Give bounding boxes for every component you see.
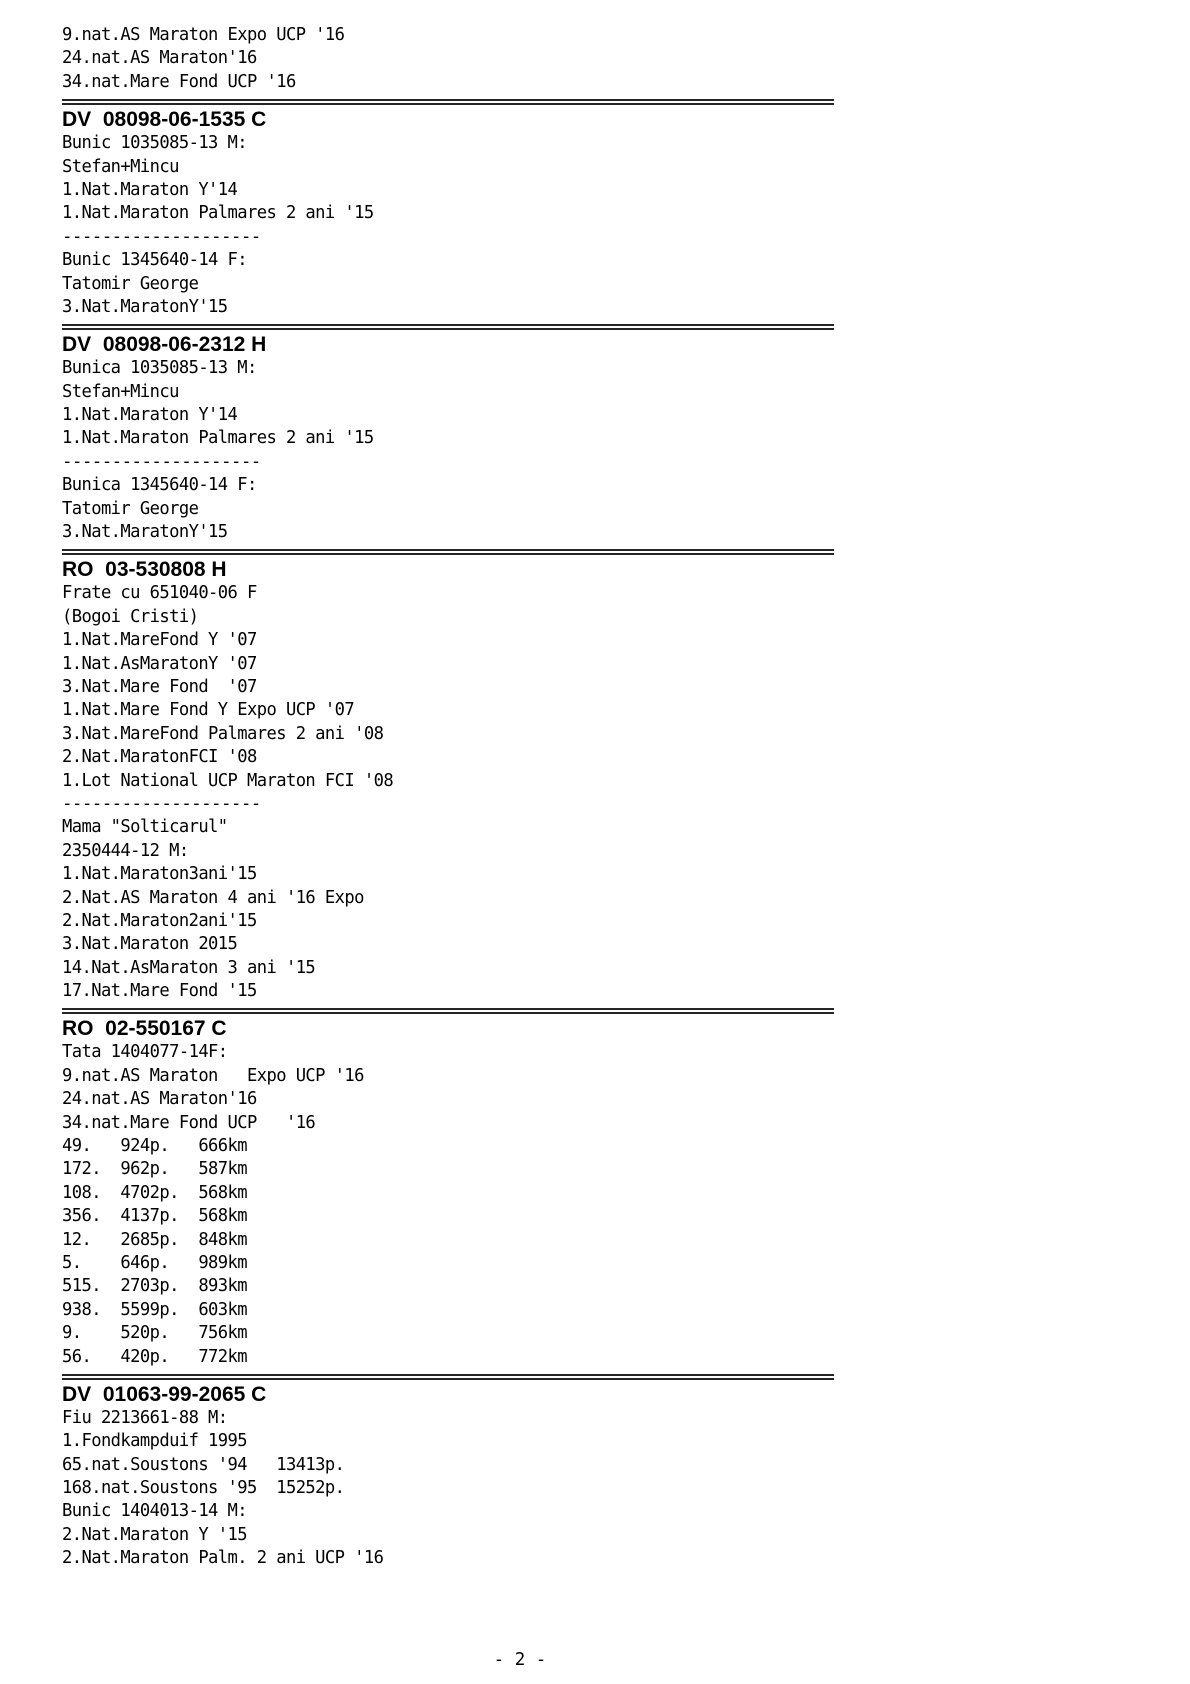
text-line: Bunica 1035085-13 M: — [62, 358, 257, 379]
text-line: Tatomir George — [62, 498, 199, 519]
section-separator — [62, 1369, 962, 1383]
section-separator — [62, 544, 962, 558]
text-line: Tatomir George — [62, 273, 199, 294]
section-separator — [62, 94, 962, 108]
text-line: 3.Nat.Maraton 2015 — [62, 934, 238, 955]
text-line: 5. 646p. 989km — [62, 1252, 248, 1273]
sections-container — [62, 94, 962, 1570]
text-line: 1.Nat.AsMaratonY '07 — [62, 653, 257, 674]
pedigree-section — [62, 108, 962, 319]
text-line: 1.Lot National UCP Maraton FCI '08 — [62, 770, 394, 791]
text-line: 938. 5599p. 603km — [62, 1299, 248, 1320]
text-line: 14.Nat.AsMaraton 3 ani '15 — [62, 957, 316, 978]
section-title: RO 03-530808 H — [62, 558, 227, 582]
section-separator — [62, 319, 962, 333]
text-line: 1.Nat.Maraton Y'14 — [62, 179, 238, 200]
text-line: 168.nat.Soustons '95 15252p. — [62, 1478, 345, 1499]
section-title: DV 08098-06-1535 C — [62, 108, 267, 132]
text-line: 3.Nat.MaratonY'15 — [62, 522, 228, 543]
text-line: 1.Nat.Mare Fond Y Expo UCP '07 — [62, 700, 355, 721]
text-line: 9. 520p. 756km — [62, 1323, 248, 1344]
pedigree-section — [62, 558, 962, 1003]
text-line: 1.Nat.Maraton Palmares 2 ani '15 — [62, 203, 374, 224]
text-line: 172. 962p. 587km — [62, 1159, 248, 1180]
text-line: 1.Nat.Maraton Palmares 2 ani '15 — [62, 428, 374, 449]
text-line: 2.Nat.AS Maraton 4 ani '16 Expo — [62, 887, 364, 908]
text-line: 2.Nat.Maraton2ani'15 — [62, 910, 257, 931]
text-line: 34.nat.Mare Fond UCP '16 — [62, 1112, 316, 1133]
text-line: 2.Nat.Maraton Y '15 — [62, 1524, 248, 1545]
text-line: 3.Nat.MaratonY'15 — [62, 296, 228, 317]
text-line: 2350444-12 M: — [62, 840, 189, 861]
text-line: 515. 2703p. 893km — [62, 1276, 248, 1297]
text-line: Fiu 2213661-88 M: — [62, 1407, 228, 1428]
text-line: 1.Nat.Maraton3ani'15 — [62, 864, 257, 885]
text-line: 356. 4137p. 568km — [62, 1206, 248, 1227]
block-divider: -------------------- — [62, 451, 261, 472]
block-divider: -------------------- — [62, 793, 261, 814]
section-title: DV 01063-99-2065 C — [62, 1382, 267, 1406]
text-line: Bunic 1035085-13 M: — [62, 133, 248, 154]
text-line: 24.nat.AS Maraton'16 — [62, 48, 257, 69]
text-line: 9.nat.AS Maraton Expo UCP '16 — [62, 1065, 364, 1086]
text-line: 65.nat.Soustons '94 13413p. — [62, 1454, 345, 1475]
text-line: Bunic 1345640-14 F: — [62, 250, 248, 271]
text-line: 9.nat.AS Maraton Expo UCP '16 — [62, 25, 345, 45]
block-divider: -------------------- — [62, 226, 261, 247]
text-line: Frate cu 651040-06 F — [62, 583, 257, 604]
text-line: 2.Nat.Maraton Palm. 2 ani UCP '16 — [62, 1548, 384, 1569]
page-number: - 2 - — [493, 1650, 547, 1670]
section-title: RO 02-550167 C — [62, 1017, 227, 1041]
text-line: Stefan+Mincu — [62, 381, 179, 402]
text-line: 17.Nat.Mare Fond '15 — [62, 981, 257, 1002]
text-line: Bunic 1404013-14 M: — [62, 1501, 248, 1522]
text-line: Tata 1404077-14F: — [62, 1042, 228, 1063]
pedigree-section — [62, 1017, 962, 1368]
text-line: 3.Nat.Mare Fond '07 — [62, 676, 257, 697]
text-line: Bunica 1345640-14 F: — [62, 475, 257, 496]
pedigree-section — [62, 333, 962, 544]
text-line: 24.nat.AS Maraton'16 — [62, 1089, 257, 1110]
section-title: DV 08098-06-2312 H — [62, 333, 267, 357]
text-line: Mama "Solticarul" — [62, 817, 228, 838]
text-line: 1.Nat.Maraton Y'14 — [62, 405, 238, 426]
text-line: (Bogoi Cristi) — [62, 606, 199, 627]
text-line: 3.Nat.MareFond Palmares 2 ani '08 — [62, 723, 384, 744]
pedigree-section — [62, 1383, 962, 1571]
text-line: 12. 2685p. 848km — [62, 1229, 248, 1250]
text-line: 34.nat.Mare Fond UCP '16 — [62, 71, 296, 92]
text-line: 1.Fondkampduif 1995 — [62, 1431, 248, 1452]
text-line: Stefan+Mincu — [62, 156, 179, 177]
text-line: 2.Nat.MaratonFCI '08 — [62, 747, 257, 768]
text-line: 56. 420p. 772km — [62, 1346, 248, 1367]
section-separator — [62, 1003, 962, 1017]
text-line: 108. 4702p. 568km — [62, 1182, 248, 1203]
text-line: 1.Nat.MareFond Y '07 — [62, 630, 257, 651]
text-line: 49. 924p. 666km — [62, 1136, 248, 1157]
intro-block — [62, 24, 962, 94]
document-page — [62, 24, 962, 1571]
